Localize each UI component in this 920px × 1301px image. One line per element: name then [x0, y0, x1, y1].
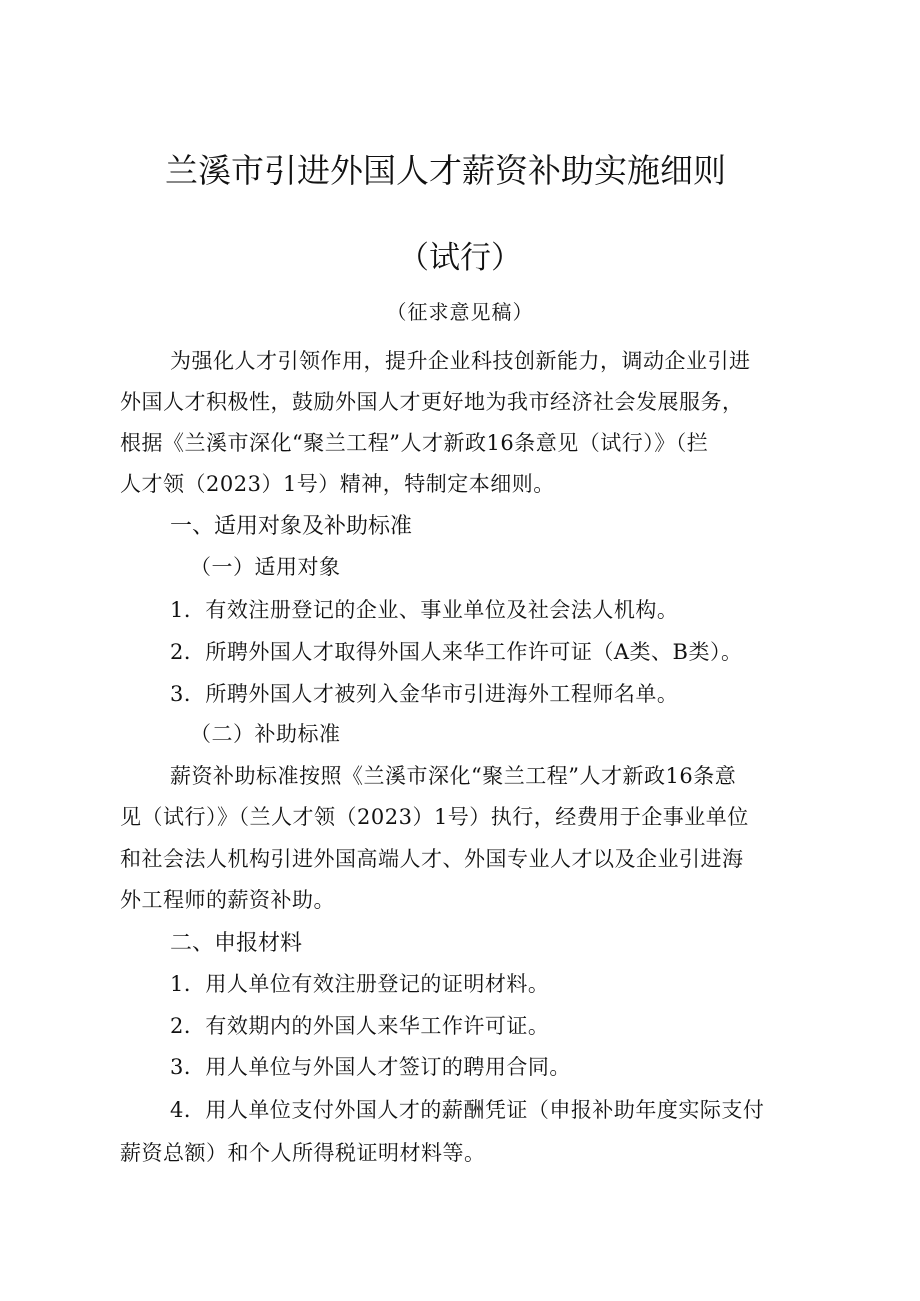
- draft-note: （征求意见稿）: [386, 300, 534, 324]
- intro-line: 为强化人才引领作用，提升企业科技创新能力，调动企业引进: [170, 349, 751, 373]
- intro-line: 外国人才积极性，鼓励外国人才更好地为我市经济社会发展服务，: [120, 390, 744, 414]
- list-item: 3．用人单位与外国人才签订的聘用合同。: [170, 1055, 571, 1079]
- list-item: 2．所聘外国人才取得外国人来华工作许可证（A类、B类）。: [170, 640, 743, 664]
- section-heading: 二、申报材料: [170, 931, 303, 956]
- list-item: 1．用人单位有效注册登记的证明材料。: [170, 972, 550, 996]
- subsection-heading: （一）适用对象: [190, 555, 341, 579]
- document-title: 兰溪市引进外国人才薪资补助实施细则: [165, 151, 726, 190]
- intro-line: 人才领（2023）1号）精神，特制定本细则。: [120, 472, 555, 496]
- paragraph-line: 薪资补助标准按照《兰溪市深化“聚兰工程”人才新政16条意: [170, 764, 737, 788]
- intro-line: 根据《兰溪市深化“聚兰工程”人才新政16条意见（试行）》（拦: [120, 431, 709, 455]
- paragraph-line: 外工程师的薪资补助。: [120, 888, 335, 912]
- document-subtitle: （试行）: [398, 240, 522, 276]
- list-item: 4．用人单位支付外国人才的薪酬凭证（申报补助年度实际支付: [170, 1098, 765, 1122]
- list-item: 薪资总额）和个人所得税证明材料等。: [120, 1141, 486, 1165]
- list-item: 3．所聘外国人才被列入金华市引进海外工程师名单。: [170, 682, 679, 706]
- list-item: 1．有效注册登记的企业、事业单位及社会法人机构。: [170, 598, 679, 622]
- list-item: 2．有效期内的外国人来华工作许可证。: [170, 1014, 550, 1038]
- section-heading: 一、适用对象及补助标准: [170, 514, 413, 539]
- subsection-heading: （二）补助标准: [190, 722, 341, 746]
- paragraph-line: 和社会法人机构引进外国高端人才、外国专业人才以及企业引进海: [120, 847, 744, 871]
- paragraph-line: 见（试行）》（兰人才领（2023）1号）执行，经费用于企事业单位: [120, 805, 749, 829]
